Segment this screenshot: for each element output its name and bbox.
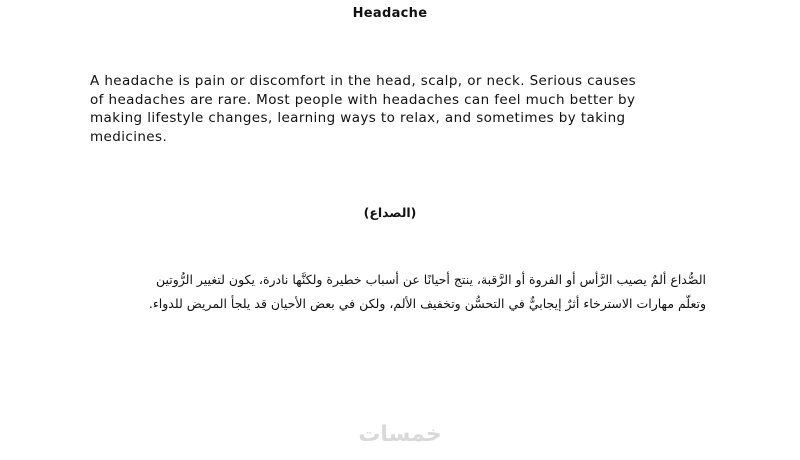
arabic-title: (الصداع)	[363, 205, 417, 220]
watermark-logo: خمسات	[358, 422, 442, 447]
english-title: Headache	[352, 6, 428, 21]
arabic-paragraph: الصُّداع ألمٌ يصيب الرَّأس أو الفروة أو الرَّقبة، ينتج أحيانًا عن أسباب خطيرة ولكنَّها نادرة، يكون لتغيير الرُّوتين وتعلّم مهارات الاسترخاء أثرٌ إيجابيٌّ في التحسُّن وتخفيف الألم، ولكن في بعض الأحيان قد يلجأ المريض للدواء.	[148, 272, 706, 311]
english-paragraph: A headache is pain or discomfort in the head, scalp, or neck. Serious causes of headaches are rare. Most people with headaches can feel much better by making lifestyle changes, learning ways to relax, and sometimes by taking medicines.	[90, 73, 637, 145]
